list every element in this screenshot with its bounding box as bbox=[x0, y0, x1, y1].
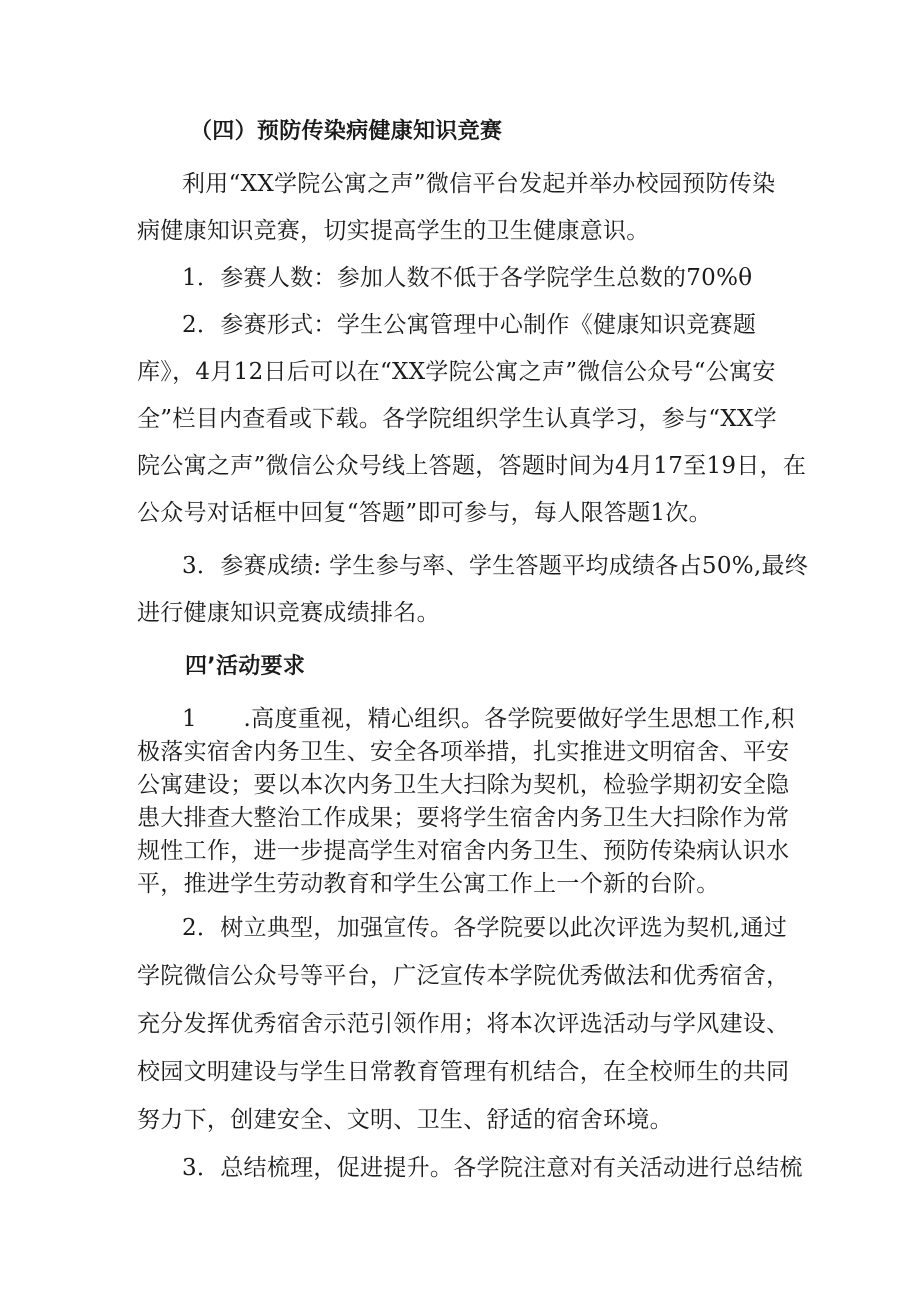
req1-line-1: 1 .高度重视，精心组织。各学院要做好学生思想工作,积 bbox=[182, 706, 795, 732]
requirements-heading: 四’活动要求 bbox=[185, 654, 306, 679]
req2-line-4: 校园文明建设与学生日常教育管理有机结合，在全校师生的共同 bbox=[137, 1059, 790, 1085]
item3-line-1: 3．参赛成绩: 学生参与率、学生答题平均成绩各占50%,最终 bbox=[182, 553, 809, 579]
req2-line-2: 学院微信公众号等平台，广泛宣传本学院优秀做法和优秀宿舍， bbox=[137, 963, 790, 989]
req1-line-5: 规性工作，进一步提高学生对宿舍内务卫生、预防传染病认识水 bbox=[137, 838, 790, 864]
req1-line-3: 公寓建设；要以本次内务卫生大扫除为契机，检验学期初安全隐 bbox=[137, 772, 790, 798]
req1-line-6: 平，推进学生劳动教育和学生公寓工作上一个新的台阶。 bbox=[137, 871, 720, 897]
req1-line-2: 极落实宿舍内务卫生、安全各项举措，扎实推进文明宿舍、平安 bbox=[137, 739, 790, 765]
item2-line-5: 公众号对话框中回复“答题”即可参与，每人限答题1次。 bbox=[137, 500, 712, 526]
item2-line-1: 2．参赛形式：学生公寓管理中心制作《健康知识竞赛题 bbox=[182, 312, 757, 338]
item1-participants: 1．参赛人数：参加人数不低于各学院学生总数的70%θ bbox=[182, 265, 753, 291]
item2-line-4: 院公寓之声”微信公众号线上答题，答题时间为4月17至19日，在 bbox=[137, 453, 807, 479]
req1-line-4: 患大排查大整治工作成果；要将学生宿舍内务卫生大扫除作为常 bbox=[137, 805, 790, 831]
item2-line-3: 全”栏目内查看或下载。各学院组织学生认真学习，参与“XX学 bbox=[137, 406, 777, 432]
req2-line-1: 2．树立典型，加强宣传。各学院要以此次评选为契机,通过 bbox=[182, 915, 788, 941]
req2-line-3: 充分发挥优秀宿舍示范引领作用；将本次评选活动与学风建设、 bbox=[137, 1011, 790, 1037]
item3-line-2: 进行健康知识竞赛成绩排名。 bbox=[137, 600, 440, 626]
req3-line-1: 3．总结梳理，促进提升。各学院注意对有关活动进行总结梳 bbox=[182, 1155, 803, 1181]
req2-line-5: 努力下，创建安全、文明、卫生、舒适的宿舍环境。 bbox=[137, 1107, 673, 1133]
section4-heading: （四）预防传染病健康知识竞赛 bbox=[190, 119, 503, 144]
item2-line-2: 库》，4月12日后可以在“XX学院公寓之声”微信公众号“公寓安 bbox=[137, 359, 776, 385]
section4-intro-line-2: 病健康知识竞赛，切实提高学生的卫生健康意识。 bbox=[137, 218, 650, 244]
section4-intro-line-1: 利用“XX学院公寓之声”微信平台发起并举办校园预防传染 bbox=[182, 171, 776, 197]
